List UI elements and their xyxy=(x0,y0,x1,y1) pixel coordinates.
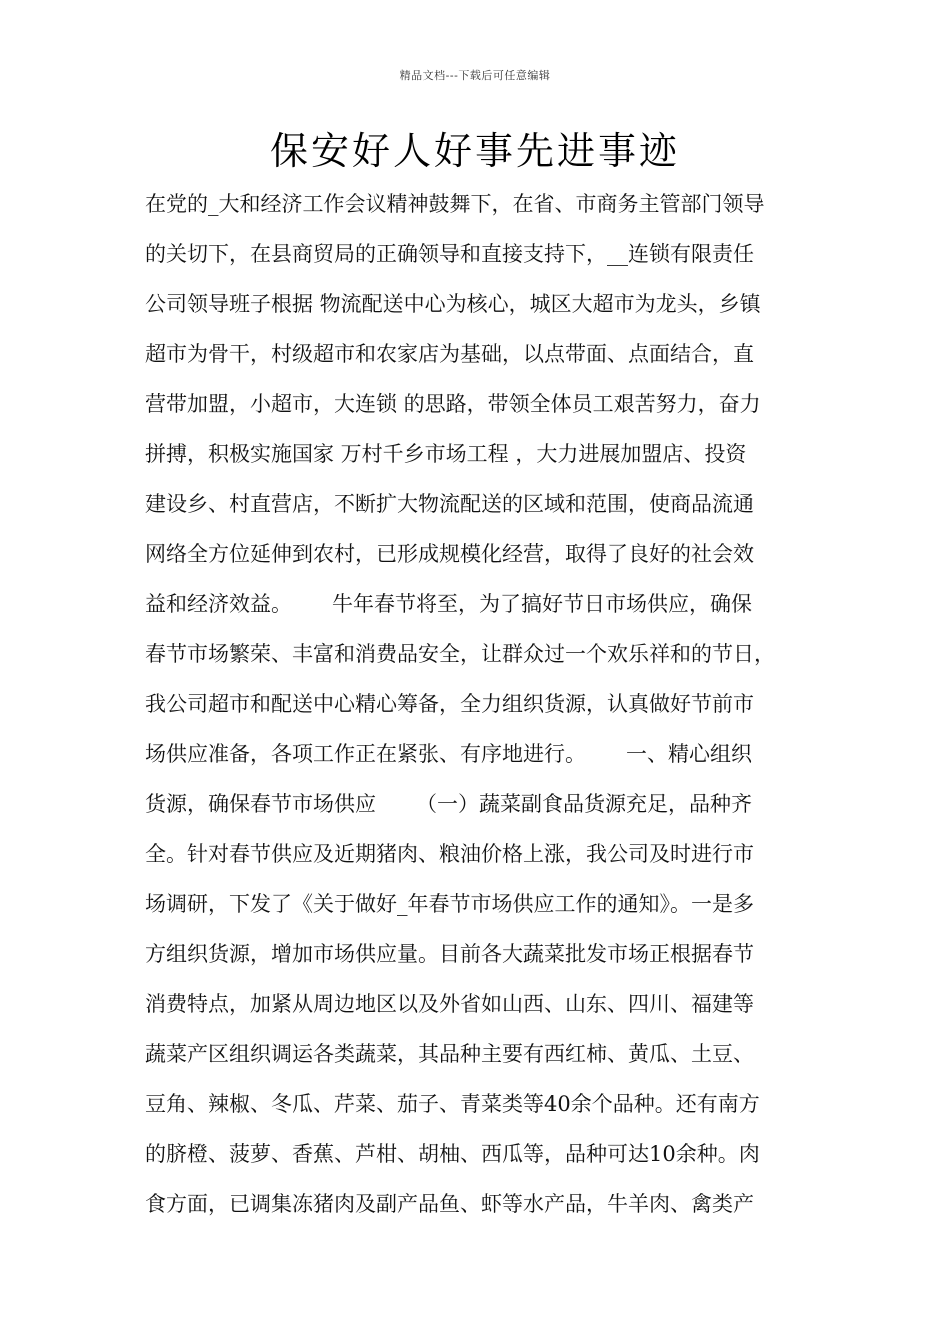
body-line: 拼搏，积极实施国家 万村千乡市场工程 ，大力进展加盟店、投资 xyxy=(145,442,747,466)
body-line: 网络全方位延伸到农村，已形成规模化经营，取得了良好的社会效 xyxy=(145,542,754,566)
header-note: 精品文档---下载后可任意编辑 xyxy=(399,69,551,82)
body-line: 场调研，下发了《关于做好_年春节市场供应工作的通知》。一是多 xyxy=(145,892,754,916)
body-line: 建设乡、村直营店，不断扩大物流配送的区域和范围，使商品流通 xyxy=(145,492,754,516)
body-line: 场供应准备，各项工作正在紧张、有序地进行。 一、精心组织 xyxy=(145,742,753,766)
body-line: 货源，确保春节市场供应 （一）蔬菜副食品货源充足，品种齐 xyxy=(145,792,753,816)
body-line: 全。针对春节供应及近期猪肉、粮油价格上涨，我公司及时进行市 xyxy=(145,842,754,866)
document-title: 保安好人好事先进事迹 xyxy=(269,129,680,173)
body-line: 消费特点，加紧从周边地区以及外省如山西、山东、四川、福建等 xyxy=(145,992,754,1016)
body-line: 益和经济效益。 牛年春节将至，为了搞好节日市场供应，确保 xyxy=(145,592,753,616)
body-line: 食方面，已调集冻猪肉及副产品鱼、虾等水产品，牛羊肉、禽类产 xyxy=(145,1192,754,1216)
body-line: 我公司超市和配送中心精心筹备，全力组织货源，认真做好节前市 xyxy=(145,692,754,716)
body-line: 方组织货源，增加市场供应量。目前各大蔬菜批发市场正根据春节 xyxy=(145,942,754,966)
body-line: 春节市场繁荣、丰富和消费品安全，让群众过一个欢乐祥和的节日， xyxy=(145,642,775,666)
body-line: 豆角、辣椒、冬瓜、芹菜、茄子、青菜类等40余个品种。还有南方 xyxy=(145,1092,760,1116)
body-line: 的脐橙、菠萝、香蕉、芦柑、胡柚、西瓜等，品种可达10余种。肉 xyxy=(145,1142,760,1166)
body-line: 公司领导班子根据 物流配送中心为核心，城区大超市为龙头，乡镇 xyxy=(145,292,761,316)
document-body xyxy=(145,179,825,1229)
body-line: 营带加盟，小超市，大连锁 的思路，带领全体员工艰苦努力，奋力 xyxy=(145,392,761,416)
body-line: 蔬菜产区组织调运各类蔬菜，其品种主要有西红柿、黄瓜、土豆、 xyxy=(145,1042,754,1066)
body-line: 在党的_大和经济工作会议精神鼓舞下，在省、市商务主管部门领导 xyxy=(145,192,765,216)
body-line: 超市为骨干，村级超市和农家店为基础，以点带面、点面结合，直 xyxy=(145,342,754,366)
body-line: 的关切下，在县商贸局的正确领导和直接支持下，__连锁有限责任 xyxy=(145,242,754,266)
